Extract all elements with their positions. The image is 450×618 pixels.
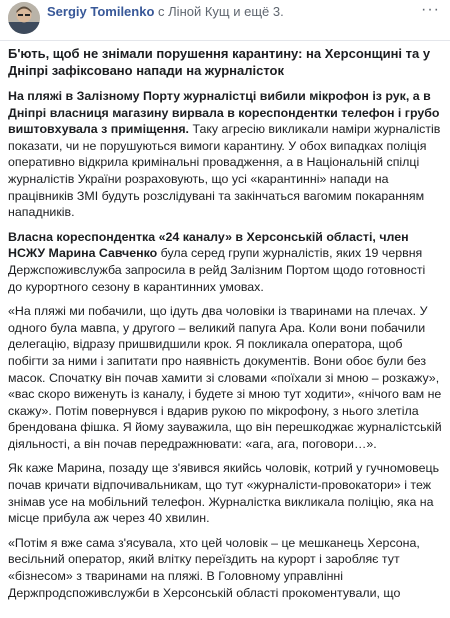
post-title: Б'ють, щоб не знімали порушення карантину: на Херсонщині та у Дніпрі зафіксовано напади на журналісток (8, 46, 431, 78)
paragraph-2-lead: Власна кореспондентка «24 каналу» в Херсонській області, член НСЖУ Марина Савченко (8, 229, 409, 261)
author-name-link[interactable]: Sergiy Tomilenko (47, 4, 155, 19)
avatar[interactable] (8, 2, 40, 34)
paragraph-4: Як каже Марина, позаду ще з'явився якийсь чоловік, котрий у гучномовець почав кричати відпочивальникам, що тут «журналісти-провокатори» і теж знімав усе на мобільний телефон. Журналістка викликала поліцію, яка на місце прибула аж через 40 хвилин. (8, 461, 440, 526)
more-options-icon[interactable]: ··· (421, 1, 440, 18)
paragraph-1 (8, 88, 442, 221)
post-body (0, 45, 450, 601)
paragraph-1-text: Таку агресію викликали наміри журналістів показати, чи не порушуються вимоги карантину. У обох випадках поліція оперативно відкрила кримінальні провадження, а в Національній спілці журналістів України розраховують, що усі «карантинні» напади на працівників ЗМІ будуть розслідувані та закінчаться вагомим покаранням нападників. (8, 122, 441, 220)
avatar-image (8, 2, 40, 34)
paragraph-2 (8, 229, 442, 295)
paragraph-3-quote: «На пляжі ми побачили, що ідуть два чоловіки із тваринами на плечах. У одного була мавпа, у другого – великий папуга Ара. Коли вони побачили делегацію, відразу пришвидшили крок. Я покликала оператора, щоб побігти за ними і запитати про наявність документів. Вони обоє були без масок. Спочатку він почав хамити зі словами «поїхали зі мною – розкажу», «вас скоро виженуть із каналу, і будете зі мною тут ходити», «нічого вам не скажу». Потім повернувся і вдарив рукою по мікрофону, з нього злетіла брендована фішка. Я йому зауважила, що він перешкоджає журналістській діяльності, а він почав передражнювати: «ага, ага, поговори…». (8, 304, 442, 451)
paragraph-2-text: була серед групи журналістів, яких 19 червня Держспоживслужба запросила в рейд Залізним Портом щодо готовності до курортного сезону в карантинних умовах. (8, 246, 426, 294)
tagged-people-text[interactable]: с Ліной Кущ и ещё 3. (158, 4, 284, 19)
paragraph-5-quote: «Потім я вже сама з'ясувала, хто цей чоловік – це мешканець Херсона, весільний оператор, який влітку переїздить на курорт і заробляє тут «бізнесом» з тваринами на пляжі. В Головному управлінні Держпродспоживслужби в Херсонській області прокоментували, що (8, 535, 420, 600)
post-header (0, 0, 450, 41)
paragraph-1-lead: На пляжі в Залізному Порту журналістці вибили мікрофон із рук, а в Дніпрі власниця магазину вирвала в кореспондентки телефон і грубо виштовхувала з приміщення. (8, 89, 440, 137)
author-line (47, 4, 284, 20)
